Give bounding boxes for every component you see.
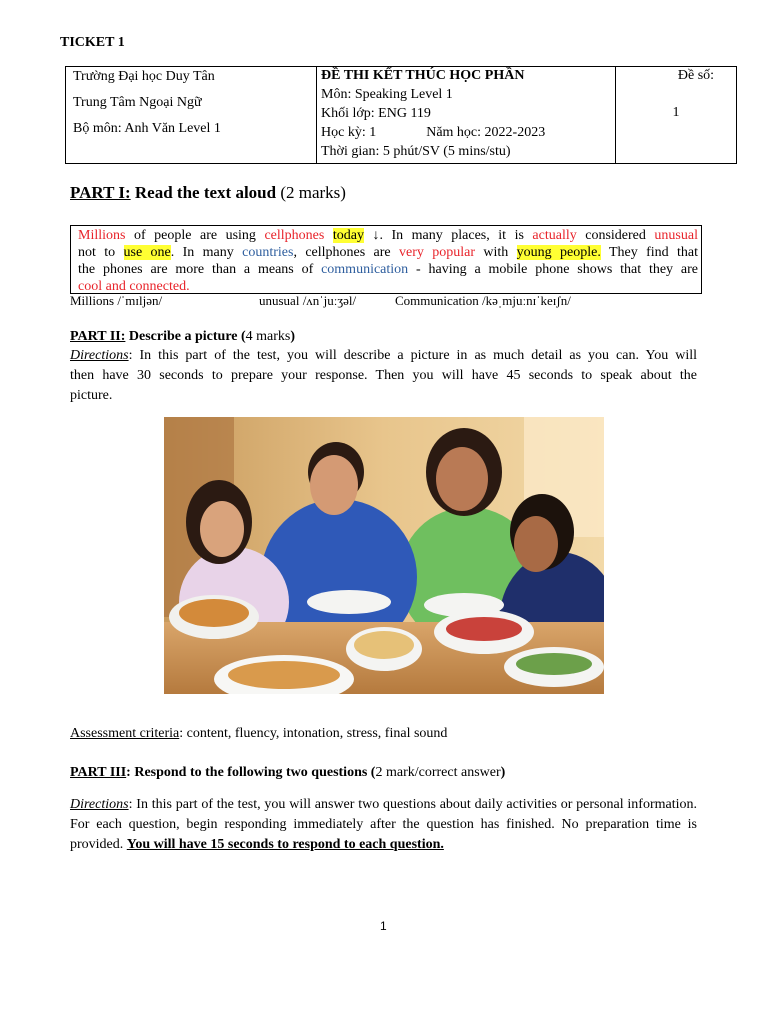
family-dinner-photo xyxy=(164,417,604,694)
exam-info-cell xyxy=(317,67,616,164)
assessment-criteria xyxy=(70,726,447,742)
part2-dir-line-2: then have 30 seconds to prepare your response. Then you will have 45 seconds to speak about the xyxy=(70,368,697,383)
passage-word: Millions xyxy=(78,228,126,243)
passage-word: unusual xyxy=(654,228,698,243)
assessment-text: : content, fluency, intonation, stress, final sound xyxy=(179,726,448,741)
passage-text: considered xyxy=(576,228,655,243)
part3-close: ) xyxy=(500,765,506,780)
part3-directions xyxy=(70,795,697,855)
part1-heading xyxy=(70,183,346,203)
reading-passage-box xyxy=(70,225,702,294)
pron-unusual: unusual /ʌnˈjuːʒəl/ xyxy=(259,293,357,308)
passage-text: the phones are more than a means of xyxy=(78,262,322,277)
exam-number-cell xyxy=(616,67,737,164)
part3-heading xyxy=(70,765,505,781)
class-code: Khối lớp: ENG 119 xyxy=(321,106,431,121)
part2-dir-line-3: picture. xyxy=(70,388,113,403)
page-number: 1 xyxy=(380,919,387,933)
part2-heading xyxy=(70,329,295,345)
exam-header-table xyxy=(65,66,737,164)
passage-word: cool and connected. xyxy=(78,279,190,294)
part3-label: PART III xyxy=(70,765,127,780)
assessment-label: Assessment criteria xyxy=(70,726,180,741)
part2-close: ) xyxy=(290,329,296,344)
passage-word: very popular xyxy=(399,245,476,260)
passage-word: cellphones xyxy=(264,228,325,243)
passage-text: . In many xyxy=(170,245,243,260)
passage-line-1 xyxy=(78,227,698,244)
part3-title: : Respond to the following two questions ( xyxy=(126,765,376,780)
passage-word-highlight: young people. xyxy=(516,245,601,260)
part3-dir-text: : In this part of the test, you will answer two questions about daily activities or personal information. For each question, begin responding immediately after the question has finished. No preparation time is provided. xyxy=(70,797,697,852)
exam-number: 1 xyxy=(672,105,680,120)
part2-dir-text: : In this part of the test, you will describe a picture in as much detail as you can. You will xyxy=(128,348,697,363)
part1-title: Read the text aloud xyxy=(130,183,277,202)
part2-label: PART II: xyxy=(70,329,126,344)
passage-line-3 xyxy=(78,261,698,278)
part2-marks: 4 marks xyxy=(245,329,291,344)
ticket-title: TICKET 1 xyxy=(60,35,125,50)
part3-marks: 2 mark/correct answer xyxy=(375,765,501,780)
passage-line-2 xyxy=(78,244,698,261)
passage-text xyxy=(324,228,333,243)
directions-label: Directions xyxy=(70,348,129,363)
pron-communication: Communication /kəˌmjuːnɪˈkeɪʃn/ xyxy=(395,293,571,308)
passage-word: actually xyxy=(532,228,577,243)
pron-millions: Millions /ˈmɪljən/ xyxy=(70,293,163,308)
passage-text: - having a mobile phone shows that they are xyxy=(408,262,698,277)
passage-word: communication xyxy=(321,262,409,277)
part2-directions xyxy=(70,346,697,406)
exam-number-label: Đề số: xyxy=(677,68,715,83)
exam-title: ĐỀ THI KẾT THÚC HỌC PHẦN xyxy=(321,68,525,83)
subject: Môn: Speaking Level 1 xyxy=(321,87,453,102)
school-name: Trường Đại học Duy Tân xyxy=(73,69,215,84)
passage-line-4 xyxy=(78,278,698,295)
passage-text: They find that xyxy=(600,245,698,260)
passage-text: not to xyxy=(78,245,124,260)
department-name: Bộ môn: Anh Văn Level 1 xyxy=(73,121,221,136)
exam-time: Thời gian: 5 phút/SV (5 mins/stu) xyxy=(321,144,511,159)
passage-text: , cellphones are xyxy=(293,245,400,260)
semester: Học kỳ: 1 xyxy=(321,125,377,140)
part2-title: Describe a picture ( xyxy=(125,329,246,344)
passage-text: ↓. In many places, it is xyxy=(363,228,533,243)
institution-cell xyxy=(66,67,317,164)
semester-row xyxy=(321,124,615,143)
passage-word: countries xyxy=(242,245,294,260)
part1-marks: (2 marks) xyxy=(276,183,346,202)
school-year: Năm học: 2022-2023 xyxy=(426,125,546,140)
directions-label: Directions xyxy=(70,797,129,812)
part2-dir-line-1 xyxy=(70,346,697,366)
part1-label: PART I: xyxy=(70,183,131,202)
passage-word-highlight: today xyxy=(332,228,364,243)
passage-word-highlight: use one xyxy=(123,245,171,260)
passage-text: of people are using xyxy=(125,228,265,243)
passage-text: with xyxy=(475,245,517,260)
center-name: Trung Tâm Ngoại Ngữ xyxy=(73,95,202,110)
part3-dir-bold: You will have 15 seconds to respond to each question. xyxy=(126,837,444,852)
